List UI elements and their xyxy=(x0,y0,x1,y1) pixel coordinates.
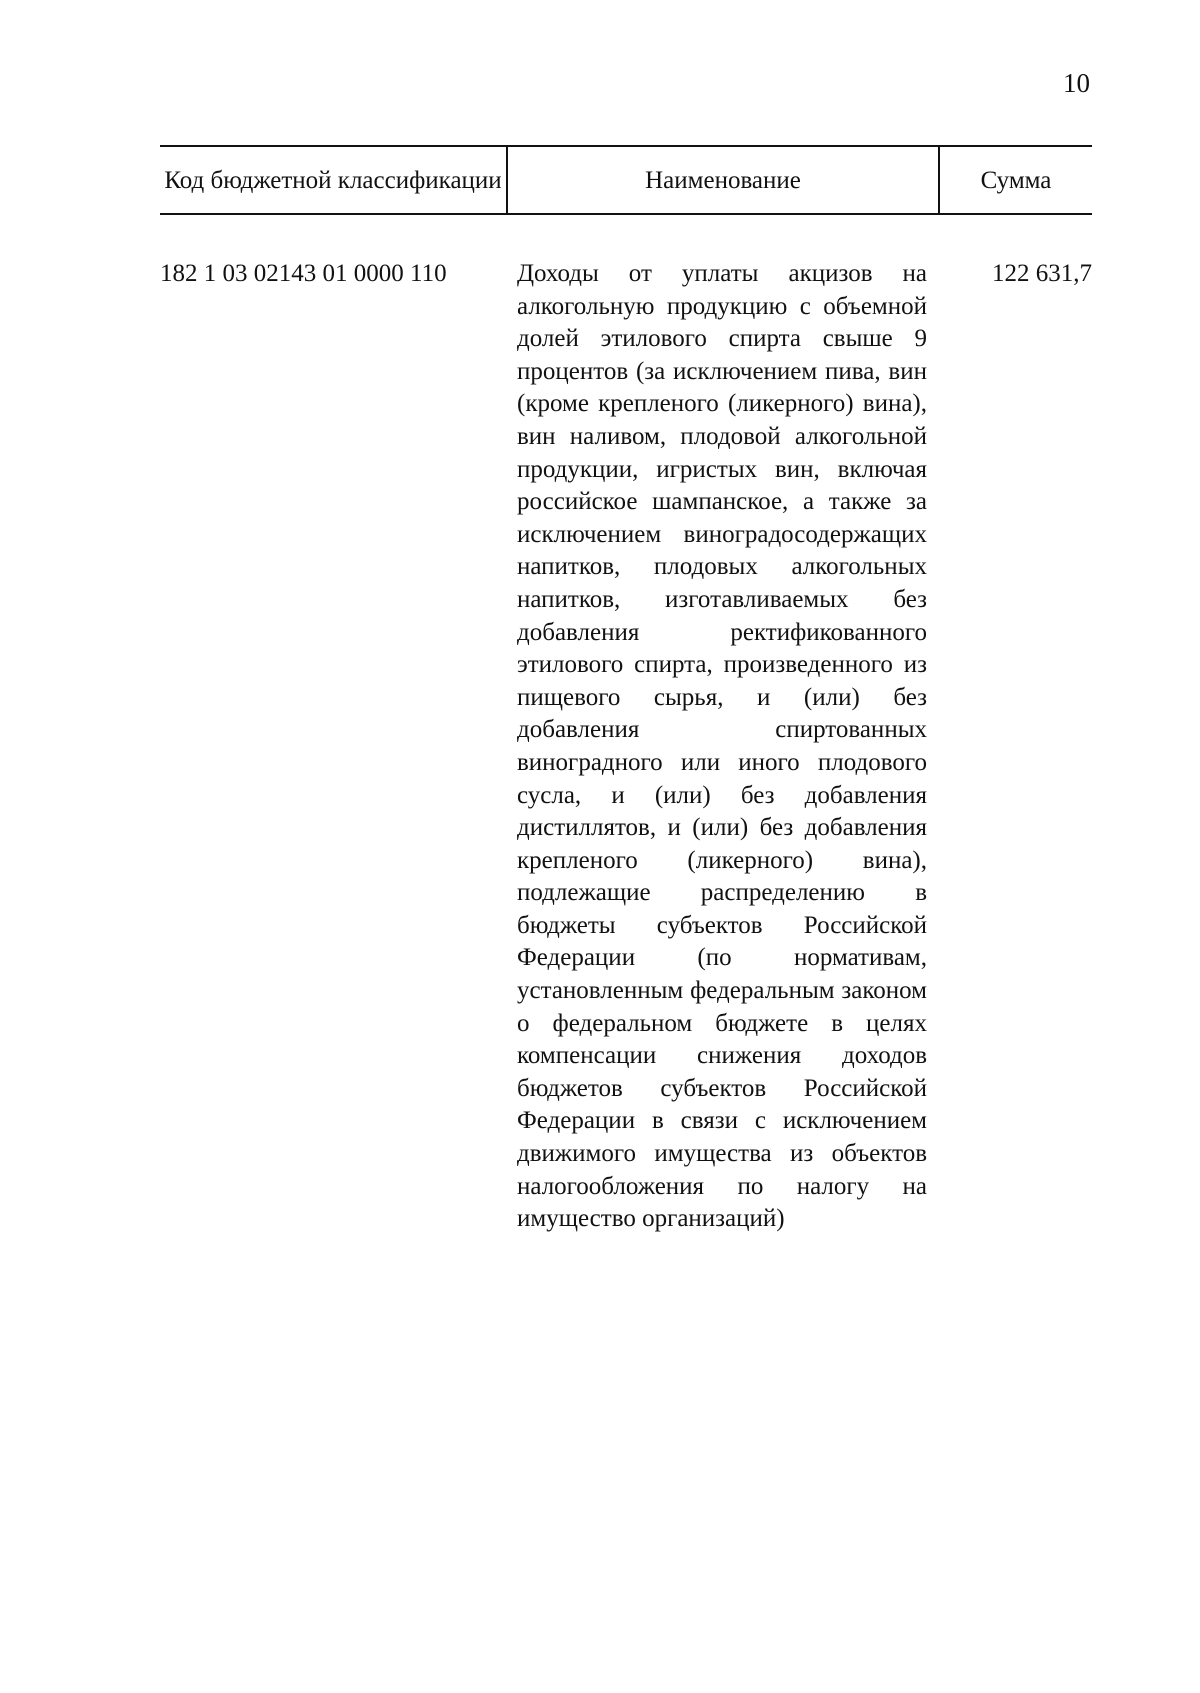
budget-code-cell: 182 1 03 02143 01 0000 110 xyxy=(160,260,447,287)
amount-cell: 122 631,7 xyxy=(992,260,1092,287)
description-cell: Доходы от уплаты акцизов на алкогольную продукцию с объемной долей этилового спирта свыше 9 процентов (за исключением пива, вин (кроме крепленого (ликерного) вина), вин наливом, плодовой алкогольной продукции, игристых вин, включая российское шампанское, а также за исключением виноградосодержащих напитков, плодовых алкогольных напитков, изготавливаемых без добавления ректификованного этилового спирта, произведенного из пищевого сырья, и (или) без добавления спиртованных виноградного или иного плодового сусла, и (или) без добавления дистиллятов, и (или) без добавления крепленого (ликерного) вина), подлежащие распределению в бюджеты субъектов Российской Федерации (по нормативам, установленным федеральным законом о федеральном бюджете в целях компенсации снижения доходов бюджетов субъектов Российской Федерации в связи с исключением движимого имущества из объектов налогообложения по налогу на имущество организаций) xyxy=(517,260,927,1233)
page-number: 10 xyxy=(1063,68,1090,98)
table-header xyxy=(160,145,1092,215)
header-sum-column: Сумма xyxy=(980,166,1052,194)
header-name-column: Наименование xyxy=(508,147,940,213)
header-code-column: Код бюджетной классификации xyxy=(160,147,508,213)
